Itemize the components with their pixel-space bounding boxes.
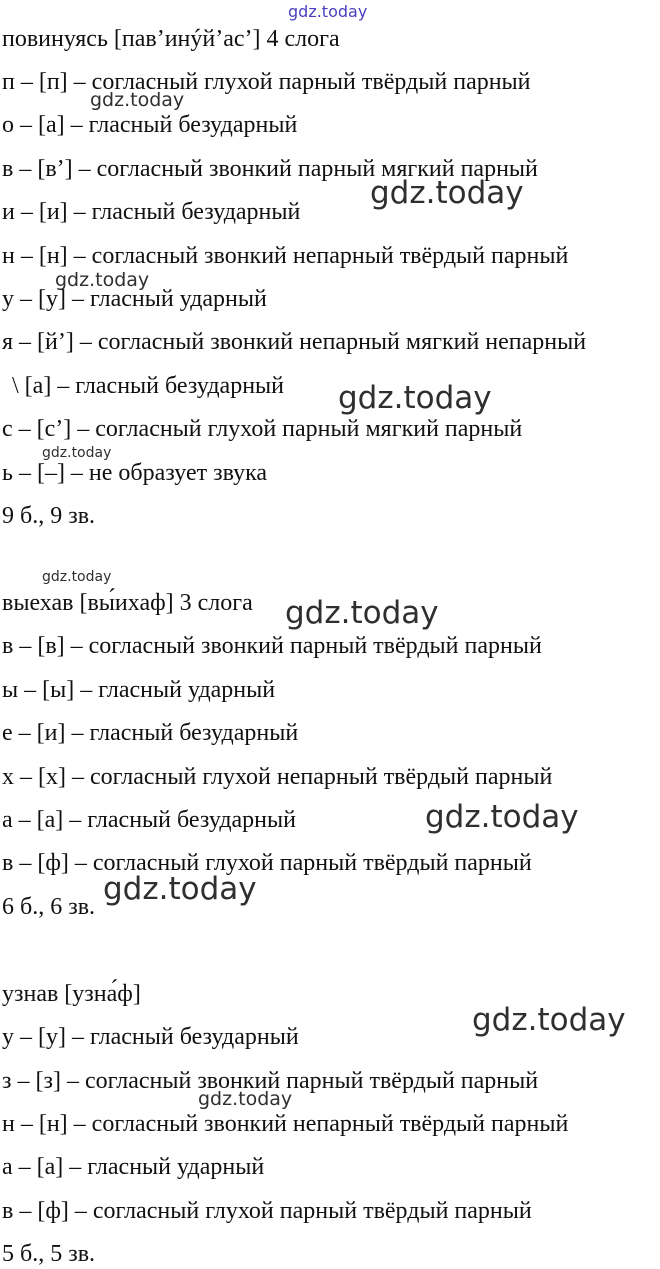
sound-line: ь – [–] – не образует звука [2, 460, 268, 486]
sound-line: е – [и] – гласный безударный [2, 720, 299, 746]
sound-line: з – [з] – согласный звонкий парный твёрдый парный [2, 1068, 539, 1094]
sound-line: а – [а] – гласный безударный [2, 807, 296, 833]
sound-line: у – [у] – гласный ударный [2, 286, 267, 312]
sound-line: ы – [ы] – гласный ударный [2, 677, 276, 703]
letters-sounds-summary: 5 б., 5 зв. [2, 1241, 96, 1267]
sound-line: в – [ф] – согласный глухой парный твёрдый парный [2, 850, 532, 876]
word-header: выехав [вы́ихаф] 3 слога [2, 590, 253, 616]
word-header: повинуясь [пав’инýй’ас’] 4 слога [2, 26, 340, 52]
sound-line: и – [и] – гласный безударный [2, 199, 301, 225]
sound-line: н – [н] – согласный звонкий непарный твёрдый парный [2, 1111, 569, 1137]
watermark: gdz.today [42, 569, 112, 585]
watermark: gdz.today [288, 2, 368, 21]
sound-line: о – [а] – гласный безударный [2, 112, 298, 138]
letters-sounds-summary: 9 б., 9 зв. [2, 503, 96, 529]
watermark: gdz.today [370, 175, 524, 211]
sound-line: в – [ф] – согласный глухой парный твёрдый парный [2, 1198, 532, 1224]
sound-line: х – [х] – согласный глухой непарный твёрдый парный [2, 764, 553, 790]
word-header: узнав [узна́ф] [2, 981, 141, 1007]
sound-line: я – [й’] – согласный звонкий непарный мягкий непарный [2, 329, 587, 355]
sound-line: у – [у] – гласный безударный [2, 1024, 299, 1050]
sound-line: в – [в] – согласный звонкий парный твёрдый парный [2, 633, 542, 659]
watermark: gdz.today [338, 380, 492, 416]
watermark: gdz.today [285, 595, 439, 631]
watermark: gdz.today [90, 89, 185, 111]
sound-line: а – [а] – гласный ударный [2, 1154, 265, 1180]
watermark: gdz.today [103, 871, 257, 907]
watermark: gdz.today [472, 1002, 626, 1038]
sound-line: \ [а] – гласный безударный [12, 373, 285, 399]
sound-line: с – [с’] – согласный глухой парный мягкий парный [2, 416, 523, 442]
watermark: gdz.today [198, 1088, 293, 1110]
watermark: gdz.today [42, 445, 112, 461]
watermark: gdz.today [425, 799, 579, 835]
letters-sounds-summary: 6 б., 6 зв. [2, 894, 96, 920]
sound-line: п – [п] – согласный глухой парный твёрдый парный [2, 69, 531, 95]
watermark: gdz.today [55, 269, 150, 291]
sound-line: н – [н] – согласный звонкий непарный твёрдый парный [2, 243, 569, 269]
sound-line: в – [в’] – согласный звонкий парный мягкий парный [2, 156, 538, 182]
